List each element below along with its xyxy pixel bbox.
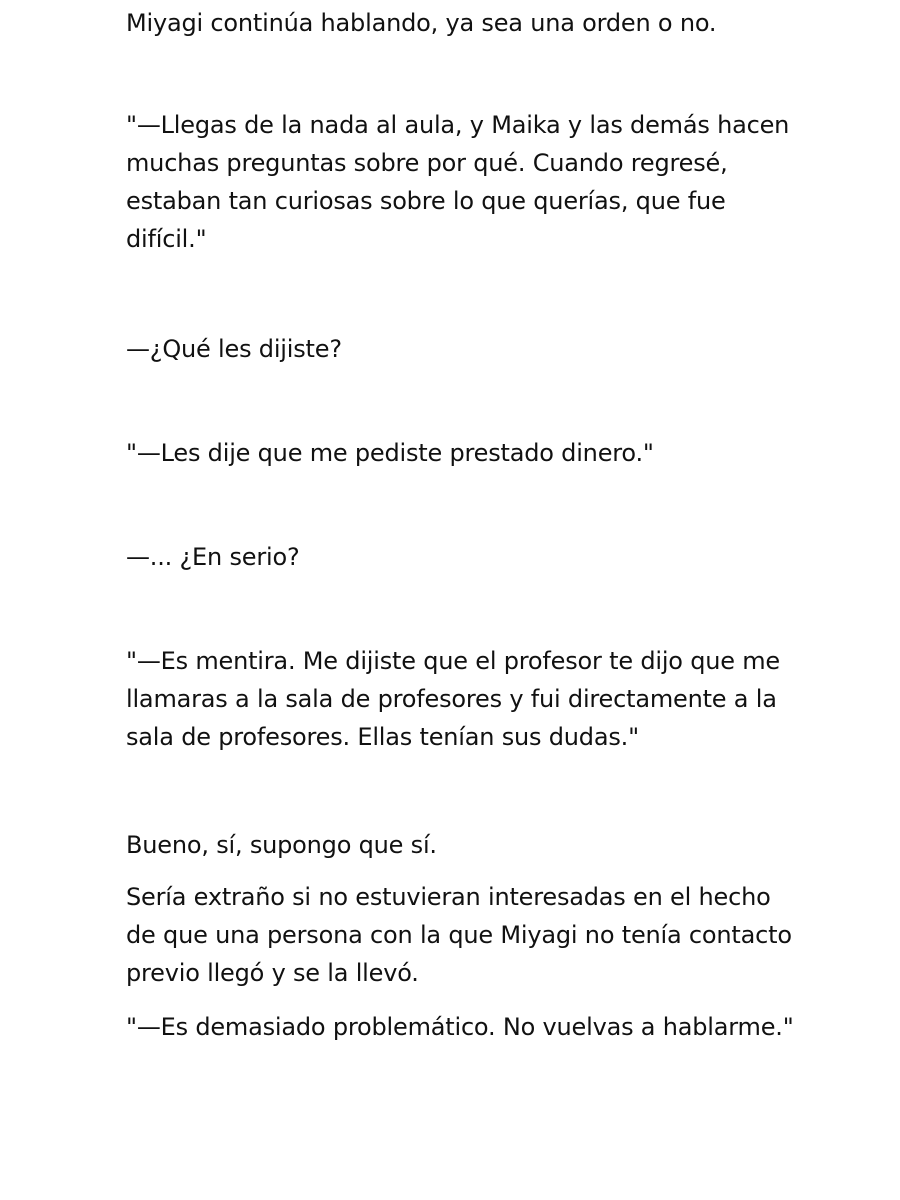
paragraph-4: "—Les dije que me pediste prestado dinero."	[126, 439, 654, 467]
paragraph-8: Sería extraño si no estuvieran interesadas en el hecho de que una persona con la que Miyagi no tenía contacto previo llegó y se la llevó.	[126, 883, 792, 987]
paragraph-2: "—Llegas de la nada al aula, y Maika y las demás hacen muchas preguntas sobre por qué. Cuando regresé, estaban tan curiosas sobre lo que querías, que fue difícil."	[126, 111, 790, 253]
paragraph-5: —... ¿En serio?	[126, 543, 300, 571]
paragraph-6: "—Es mentira. Me dijiste que el profesor te dijo que me llamaras a la sala de profesores y fui directamente a la sala de profesores. Ellas tenían sus dudas."	[126, 647, 780, 751]
paragraph-9: "—Es demasiado problemático. No vuelvas a hablarme."	[126, 1013, 794, 1041]
paragraph-1: Miyagi continúa hablando, ya sea una orden o no.	[126, 9, 717, 37]
paragraph-3: —¿Qué les dijiste?	[126, 335, 342, 363]
paragraph-7: Bueno, sí, supongo que sí.	[126, 831, 437, 859]
